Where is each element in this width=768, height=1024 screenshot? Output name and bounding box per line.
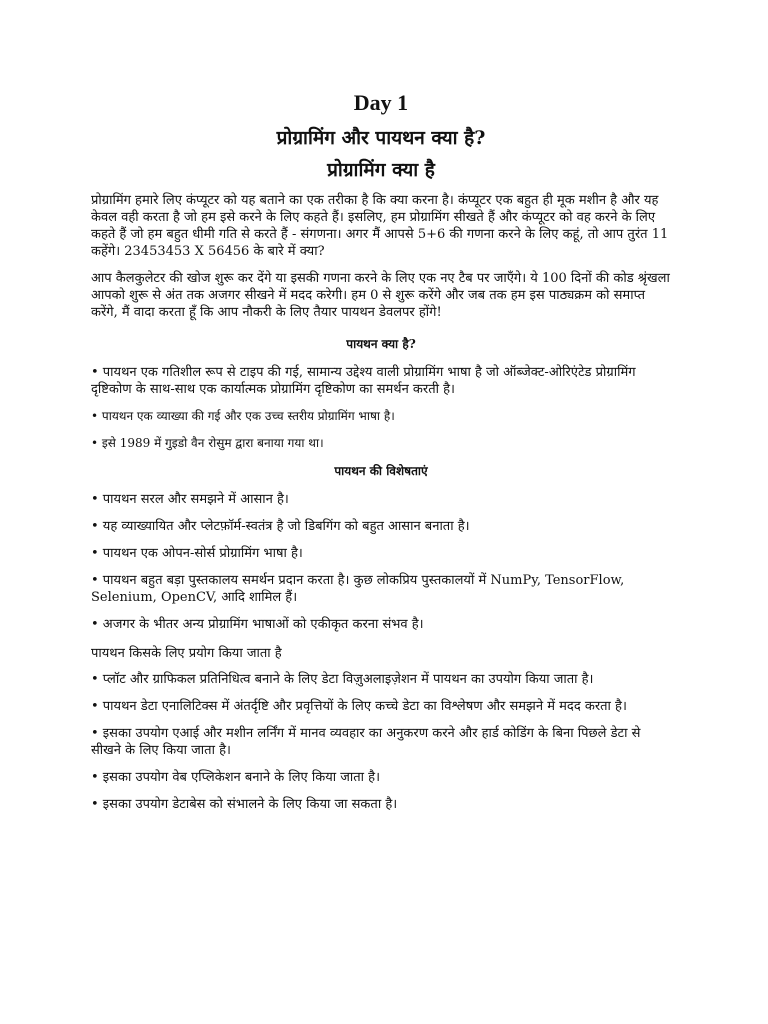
intro-paragraph-1: प्रोग्रामिंग हमारे लिए कंप्यूटर को यह बताने का एक तरीका है कि क्या करना है। कंप्यूटर एक बहुत ही मूक मशीन है और यह केवल वही करता है जो हम इसे करने के लिए कहते हैं। इसलिए, हम प्रोग्रामिंग सीखते हैं और कंप्यूटर को वह करने के लिए कहते हैं जो हम बहुत धीमी गति से करते हैं - संगणना। अगर मैं आपसे 5+6 की गणना करने के लिए कहूं, तो आप तुरंत 11 कहेंगे। 23453453 X 56456 के बारे में क्या?	[91, 193, 669, 259]
section-title-what-is-python: पायथन क्या है?	[346, 337, 416, 351]
document-subtitle: प्रोग्रामिंग और पायथन क्या है?	[276, 127, 486, 149]
list-item: • पायथन डेटा एनालिटिक्स में अंतर्दृष्टि और प्रवृत्तियों के लिए कच्चे डेटा का विश्लेषण और समझने में मदद करता है।	[91, 699, 627, 714]
intro-paragraph-2: आप कैलकुलेटर की खोज शुरू कर देंगे या इसकी गणना करने के लिए एक नए टैब पर जाएँगे। ये 100 दिनों की कोड श्रृंखला आपको शुरू से अंत तक अजगर सीखने में मदद करेगी। हम 0 से शुरू करेंगे और जब तक हम इस पाठ्यक्रम को समाप्त करेंगे, मैं वादा करता हूँ कि आप नौकरी के लिए तैयार पायथन डेवलपर होंगे!	[91, 271, 670, 320]
list-item: • पायथन एक गतिशील रूप से टाइप की गई, सामान्य उद्देश्य वाली प्रोग्रामिंग भाषा है जो ऑब्जेक्ट-ओरिएंटेड प्रोग्रामिंग दृष्टिकोण के साथ-साथ एक कार्यात्मक प्रोग्रामिंग दृष्टिकोण का समर्थन करती है।	[91, 365, 636, 397]
list-item: • पायथन सरल और समझने में आसान है।	[91, 492, 289, 507]
section-title-uses: पायथन किसके लिए प्रयोग किया जाता है	[91, 646, 282, 661]
list-item: • इसका उपयोग डेटाबेस को संभालने के लिए किया जा सकता है।	[91, 797, 398, 812]
list-item: • प्लॉट और ग्राफिकल प्रतिनिधित्व बनाने के लिए डेटा विज़ुअलाइज़ेशन में पायथन का उपयोग किया जाता है।	[91, 672, 594, 687]
list-item: • अजगर के भीतर अन्य प्रोग्रामिंग भाषाओं को एकीकृत करना संभव है।	[91, 617, 424, 632]
list-item: • पायथन एक व्याख्या की गई और एक उच्च स्तरीय प्रोग्रामिंग भाषा है।	[91, 409, 395, 423]
list-item: • इसका उपयोग एआई और मशीन लर्निंग में मानव व्यवहार का अनुकरण करने और हार्ड कोडिंग के बिना पिछले डेटा से सीखने के लिए किया जाता है।	[91, 726, 641, 758]
list-item: • पायथन बहुत बड़ा पुस्तकालय समर्थन प्रदान करता है। कुछ लोकप्रिय पुस्तकालयों में NumPy, TensorFlow, Selenium, OpenCV, आदि शामिल हैं।	[91, 573, 625, 605]
document-title: Day 1	[353, 90, 409, 115]
list-item: • इसे 1989 में गुइडो वैन रोसुम द्वारा बनाया गया था।	[91, 436, 324, 450]
list-item: • इसका उपयोग वेब एप्लिकेशन बनाने के लिए किया जाता है।	[91, 770, 380, 785]
document-page	[91, 88, 671, 823]
list-item: • यह व्याख्यायित और प्लेटफ़ॉर्म-स्वतंत्र है जो डिबगिंग को बहुत आसान बनाता है।	[91, 519, 470, 534]
list-item: • पायथन एक ओपन-सोर्स प्रोग्रामिंग भाषा है।	[91, 546, 303, 561]
section-heading-programming: प्रोग्रामिंग क्या है	[327, 159, 435, 181]
section-title-features: पायथन की विशेषताएं	[334, 464, 428, 478]
